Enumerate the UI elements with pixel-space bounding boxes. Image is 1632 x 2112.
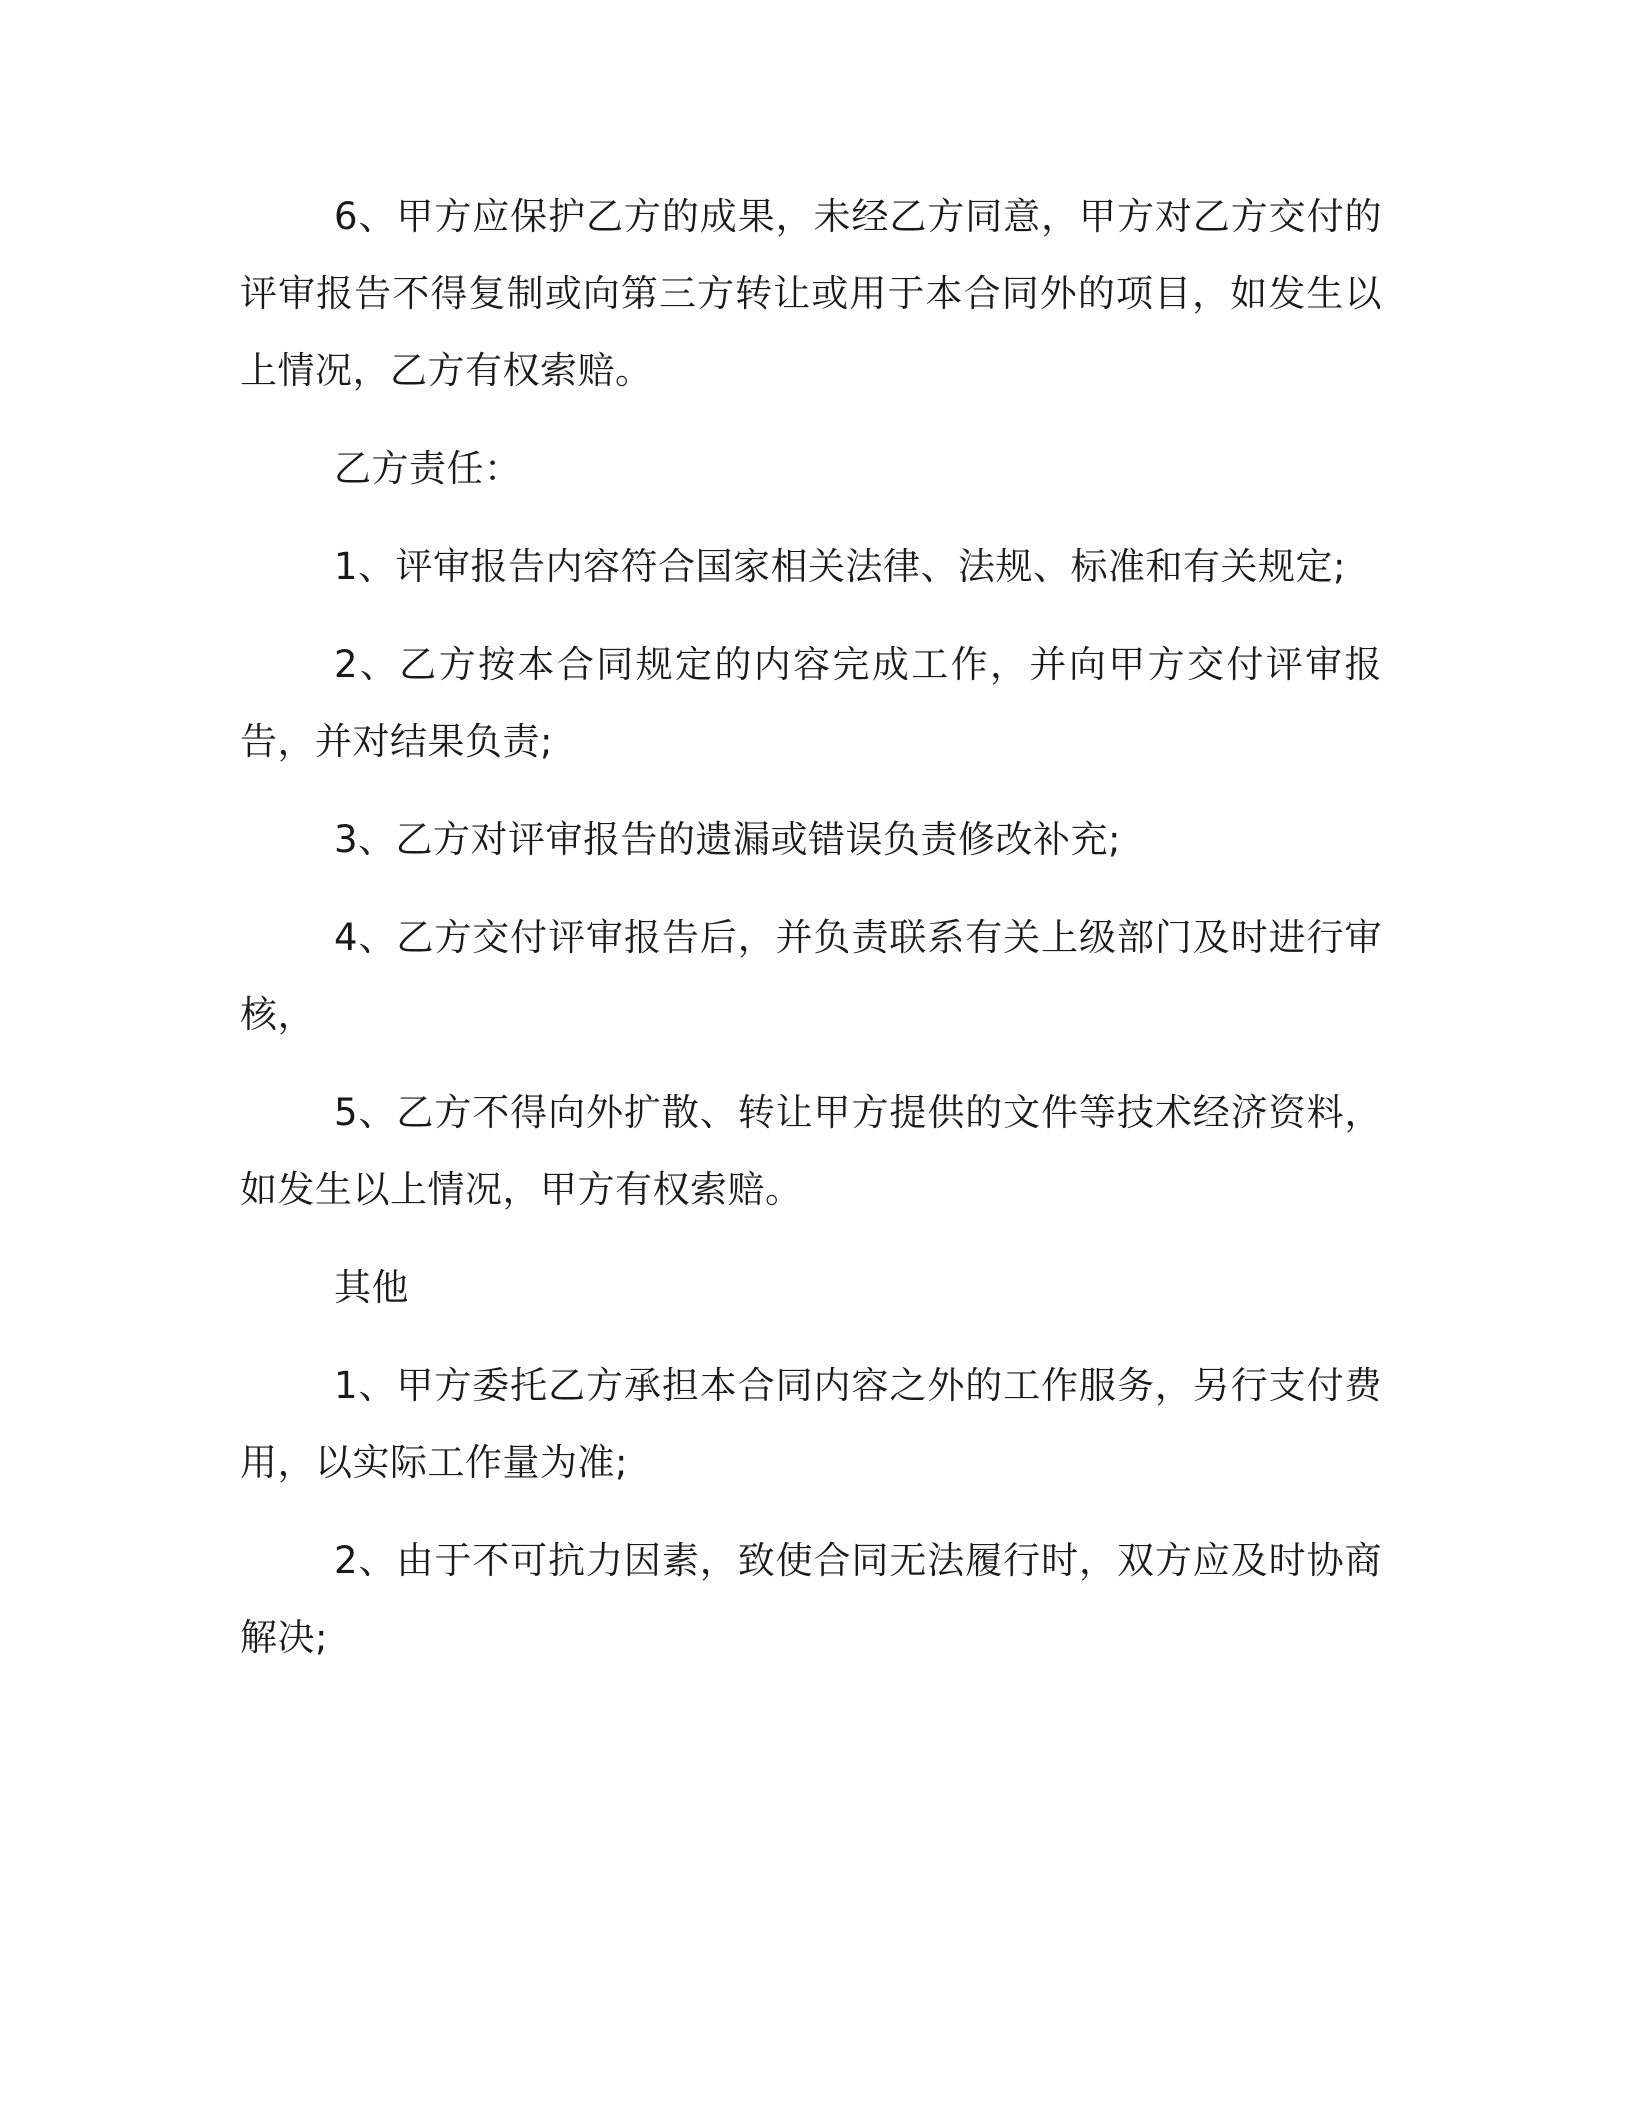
clause-party-b-1: 1、评审报告内容符合国家相关法律、法规、标准和有关规定; [334,545,1347,588]
clause-party-b-3: 3、乙方对评审报告的遗漏或错误负责修改补充; [334,818,1122,861]
clause-other-1: 1、甲方委托乙方承担本合同内容之外的工作服务，另行支付费用，以实际工作量为准; [240,1364,1382,1484]
section-heading-party-b-responsibilities: 乙方责任： [334,447,522,490]
clause-party-b-5: 5、乙方不得向外扩散、转让甲方提供的文件等技术经济资料，如发生以上情况，甲方有权索赔。 [240,1091,1382,1211]
clause-party-a-6: 6、甲方应保护乙方的成果，未经乙方同意，甲方对乙方交付的评审报告不得复制或向第三方转让或用于本合同外的项目，如发生以上情况，乙方有权索赔。 [240,195,1382,392]
document-body [240,178,1382,1697]
clause-party-b-2: 2、乙方按本合同规定的内容完成工作，并向甲方交付评审报告，并对结果负责; [240,643,1382,763]
clause-party-b-4: 4、乙方交付评审报告后，并负责联系有关上级部门及时进行审核， [240,916,1382,1036]
section-heading-other: 其他 [334,1266,409,1309]
clause-other-2: 2、由于不可抗力因素，致使合同无法履行时，双方应及时协商解决; [240,1539,1382,1659]
